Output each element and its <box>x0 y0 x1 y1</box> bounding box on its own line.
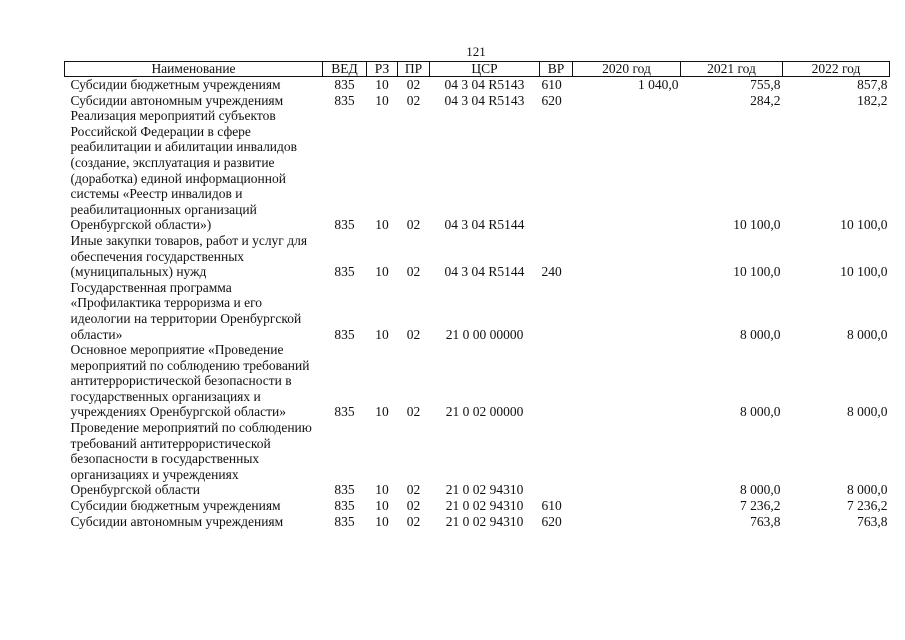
table-row <box>65 342 890 420</box>
cell-2021: 755,8 <box>750 77 781 92</box>
cell-pr: 02 <box>406 264 421 280</box>
cell-2020 <box>573 420 681 498</box>
cell-vr: 610 <box>541 498 562 514</box>
cell-2022: 8 000,0 <box>847 482 888 498</box>
table-row <box>65 420 890 498</box>
table-header <box>65 62 890 77</box>
col-header-pr: ПР <box>398 62 430 77</box>
cell-pr: 02 <box>406 217 421 233</box>
cell-2021: 10 100,0 <box>733 264 781 280</box>
cell-2021: 8 000,0 <box>740 404 781 420</box>
cell-ved: 835 <box>334 92 355 108</box>
col-header-vr: ВР <box>540 62 573 77</box>
cell-2022: 10 100,0 <box>840 264 888 280</box>
budget-table <box>64 61 890 529</box>
col-header-2021: 2021 год <box>681 62 783 77</box>
table-row <box>65 77 890 93</box>
cell-ved: 835 <box>334 77 355 92</box>
col-header-name: Наименование <box>65 62 323 77</box>
cell-ved: 835 <box>334 217 355 233</box>
header-row <box>65 62 890 77</box>
cell-2022: 8 000,0 <box>847 404 888 420</box>
cell-pr: 02 <box>406 77 421 92</box>
cell-ved: 835 <box>334 482 355 498</box>
page-number: 121 <box>466 44 486 59</box>
table-row <box>65 233 890 280</box>
table-row <box>65 498 890 514</box>
cell-2022: 7 236,2 <box>847 498 888 514</box>
cell-csr: 21 0 00 00000 <box>445 326 524 342</box>
cell-rz: 10 <box>375 498 389 514</box>
cell-2022: 857,8 <box>857 77 888 92</box>
cell-vr <box>540 342 573 420</box>
col-header-ved: ВЕД <box>323 62 367 77</box>
cell-2020 <box>573 233 681 280</box>
cell-rz: 10 <box>375 482 389 498</box>
table-body <box>65 77 890 530</box>
cell-vr <box>540 108 573 233</box>
cell-vr: 620 <box>541 513 562 529</box>
cell-rz: 10 <box>375 264 389 280</box>
col-header-rz: РЗ <box>367 62 398 77</box>
cell-csr: 04 3 04 R5143 <box>444 77 525 92</box>
cell-2021: 7 236,2 <box>740 498 781 514</box>
cell-2022: 10 100,0 <box>840 217 888 233</box>
table-row <box>65 514 890 530</box>
col-header-csr: ЦСР <box>430 62 540 77</box>
cell-name: Реализация мероприятий субъектов Российской Федерации в сфере реабилитации и абилитации инвалидов (создание, эксплуатация и развитие (доработка) единой информационной системы «Реестр инвалидов и реабилитационных организаций Оренбургской области») <box>70 108 298 233</box>
cell-csr: 21 0 02 00000 <box>445 404 524 420</box>
cell-ved: 835 <box>334 498 355 514</box>
cell-rz: 10 <box>375 77 389 92</box>
cell-csr: 21 0 02 94310 <box>445 482 524 498</box>
cell-name: Субсидии автономным учреждениям <box>70 513 284 529</box>
cell-2021: 8 000,0 <box>740 326 781 342</box>
cell-rz: 10 <box>375 404 389 420</box>
cell-vr <box>540 280 573 342</box>
cell-rz: 10 <box>375 326 389 342</box>
cell-2020 <box>573 280 681 342</box>
cell-ved: 835 <box>334 264 355 280</box>
cell-rz: 10 <box>375 217 389 233</box>
cell-vr: 620 <box>541 92 562 108</box>
cell-name: Субсидии бюджетным учреждениям <box>70 77 281 92</box>
cell-2020 <box>573 342 681 420</box>
cell-name: Иные закупки товаров, работ и услуг для обеспечения государственных (муниципальных) нужд <box>70 232 308 280</box>
cell-2020 <box>573 93 681 109</box>
cell-pr: 02 <box>406 498 421 514</box>
table-row <box>65 280 890 342</box>
cell-name: Проведение мероприятий по соблюдению требований антитеррористической безопасности в государственных организациях и учреждениях Оренбургской области <box>70 420 312 498</box>
cell-2020: 1 040,0 <box>638 77 679 92</box>
cell-2021: 284,2 <box>750 92 781 108</box>
cell-2022: 8 000,0 <box>847 326 888 342</box>
col-header-2022: 2022 год <box>783 62 890 77</box>
cell-name: Государственная программа «Профилактика терроризма и его идеологии на территории Оренбургской области» <box>70 279 302 342</box>
cell-csr: 21 0 02 94310 <box>445 498 524 514</box>
cell-csr: 21 0 02 94310 <box>445 513 524 529</box>
cell-pr: 02 <box>406 404 421 420</box>
cell-csr: 04 3 04 R5144 <box>444 264 525 280</box>
cell-pr: 02 <box>406 482 421 498</box>
cell-rz: 10 <box>375 92 389 108</box>
cell-name: Субсидии автономным учреждениям <box>70 92 284 108</box>
cell-csr: 04 3 04 R5144 <box>444 217 525 233</box>
cell-2021: 10 100,0 <box>733 217 781 233</box>
cell-csr: 04 3 04 R5143 <box>444 92 525 108</box>
cell-2020 <box>573 498 681 514</box>
table-row <box>65 108 890 233</box>
cell-ved: 835 <box>334 326 355 342</box>
table-row <box>65 93 890 109</box>
cell-name: Основное мероприятие «Проведение мероприятий по соблюдению требований антитеррористической безопасности в государственных организациях и учреждениях Оренбургской области» <box>70 342 310 420</box>
cell-rz: 10 <box>375 513 389 529</box>
cell-2022: 182,2 <box>857 92 888 108</box>
cell-pr: 02 <box>406 513 421 529</box>
cell-2021: 763,8 <box>750 513 781 529</box>
cell-2020 <box>573 108 681 233</box>
cell-pr: 02 <box>406 326 421 342</box>
cell-name: Субсидии бюджетным учреждениям <box>70 498 281 514</box>
cell-vr <box>540 420 573 498</box>
cell-2022: 763,8 <box>857 513 888 529</box>
cell-vr: 240 <box>541 264 562 280</box>
cell-2021: 8 000,0 <box>740 482 781 498</box>
cell-vr: 610 <box>541 77 562 92</box>
col-header-2020: 2020 год <box>573 62 681 77</box>
cell-2020 <box>573 514 681 530</box>
cell-pr: 02 <box>406 92 421 108</box>
cell-ved: 835 <box>334 404 355 420</box>
cell-ved: 835 <box>334 513 355 529</box>
